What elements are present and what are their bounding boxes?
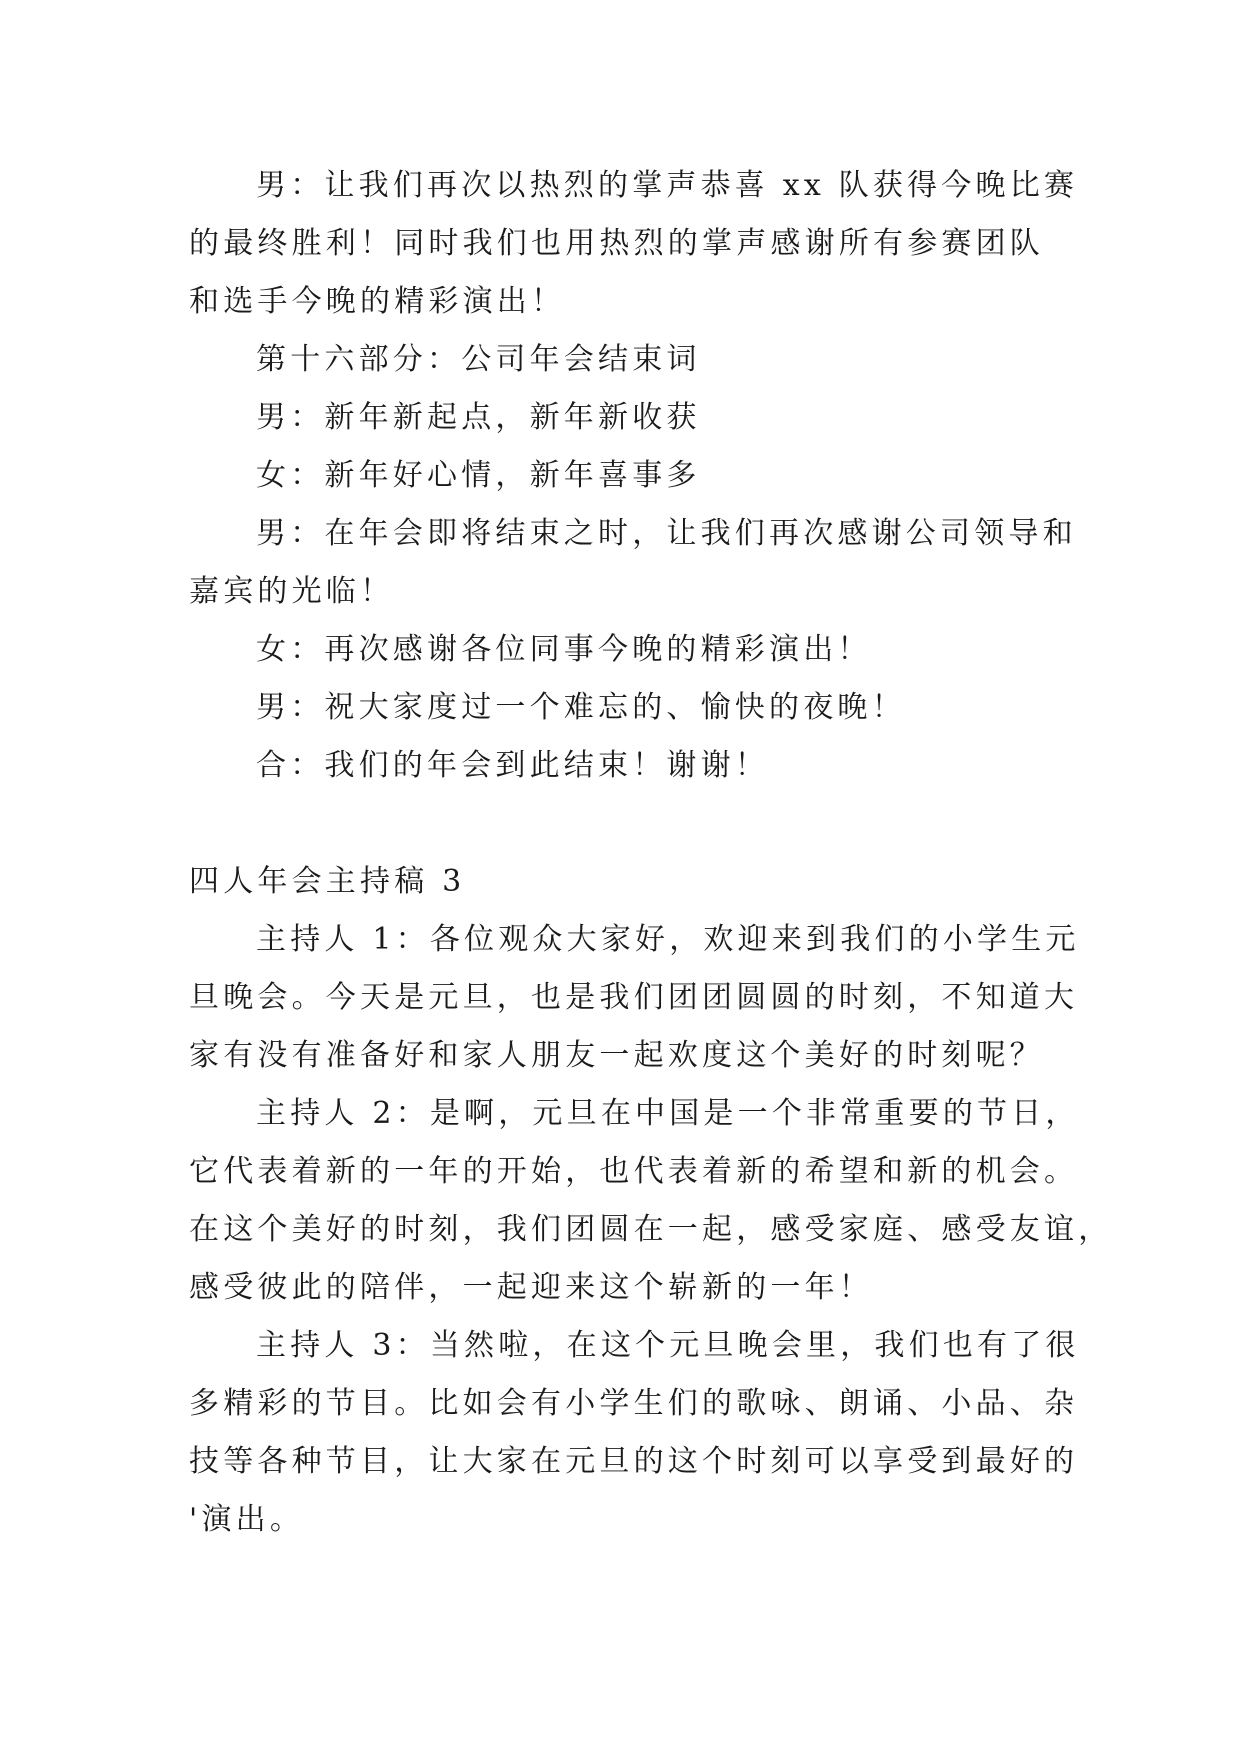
section-heading: 第十六部分：公司年会结束词 [256, 342, 701, 377]
text-line: 主持人 3：当然啦，在这个元旦晚会里，我们也有了很 [256, 1328, 1080, 1363]
document-title: 四人年会主持稿 3 [189, 864, 466, 899]
text-line: 主持人 2：是啊，元旦在中国是一个非常重要的节日， [256, 1096, 1080, 1131]
text-line: 多精彩的节目。比如会有小学生们的歌咏、朗诵、小品、杂 [189, 1386, 1079, 1421]
text-line: 感受彼此的陪伴，一起迎来这个崭新的一年！ [189, 1270, 873, 1305]
text-line: 男：祝大家度过一个难忘的、愉快的夜晚！ [256, 690, 906, 725]
text-line: 女：新年好心情，新年喜事多 [256, 458, 701, 493]
text-line: 男：让我们再次以热烈的掌声恭喜 xx 队获得今晚比赛 [256, 168, 1079, 203]
text-line: 技等各种节目，让大家在元旦的这个时刻可以享受到最好的 [189, 1444, 1079, 1479]
text-line: '演出。 [189, 1502, 305, 1537]
text-line: 旦晚会。今天是元旦，也是我们团团圆圆的时刻，不知道大 [189, 980, 1079, 1015]
text-line: 主持人 1：各位观众大家好，欢迎来到我们的小学生元 [256, 922, 1080, 957]
text-line: 合：我们的年会到此结束！谢谢！ [256, 748, 769, 783]
text-line: 的最终胜利！同时我们也用热烈的掌声感谢所有参赛团队 [189, 226, 1044, 261]
text-line: 和选手今晚的精彩演出！ [189, 284, 566, 319]
text-line: 在这个美好的时刻，我们团圆在一起，感受家庭、感受友谊， [189, 1212, 1113, 1247]
text-line: 它代表着新的一年的开始，也代表着新的希望和新的机会。 [189, 1154, 1079, 1189]
text-line: 家有没有准备好和家人朋友一起欢度这个美好的时刻呢？ [189, 1038, 1044, 1073]
text-line: 嘉宾的光临！ [189, 574, 395, 609]
text-line: 男：新年新起点，新年新收获 [256, 400, 701, 435]
text-line: 女：再次感谢各位同事今晚的精彩演出！ [256, 632, 872, 667]
text-line: 男：在年会即将结束之时，让我们再次感谢公司领导和 [256, 516, 1077, 551]
